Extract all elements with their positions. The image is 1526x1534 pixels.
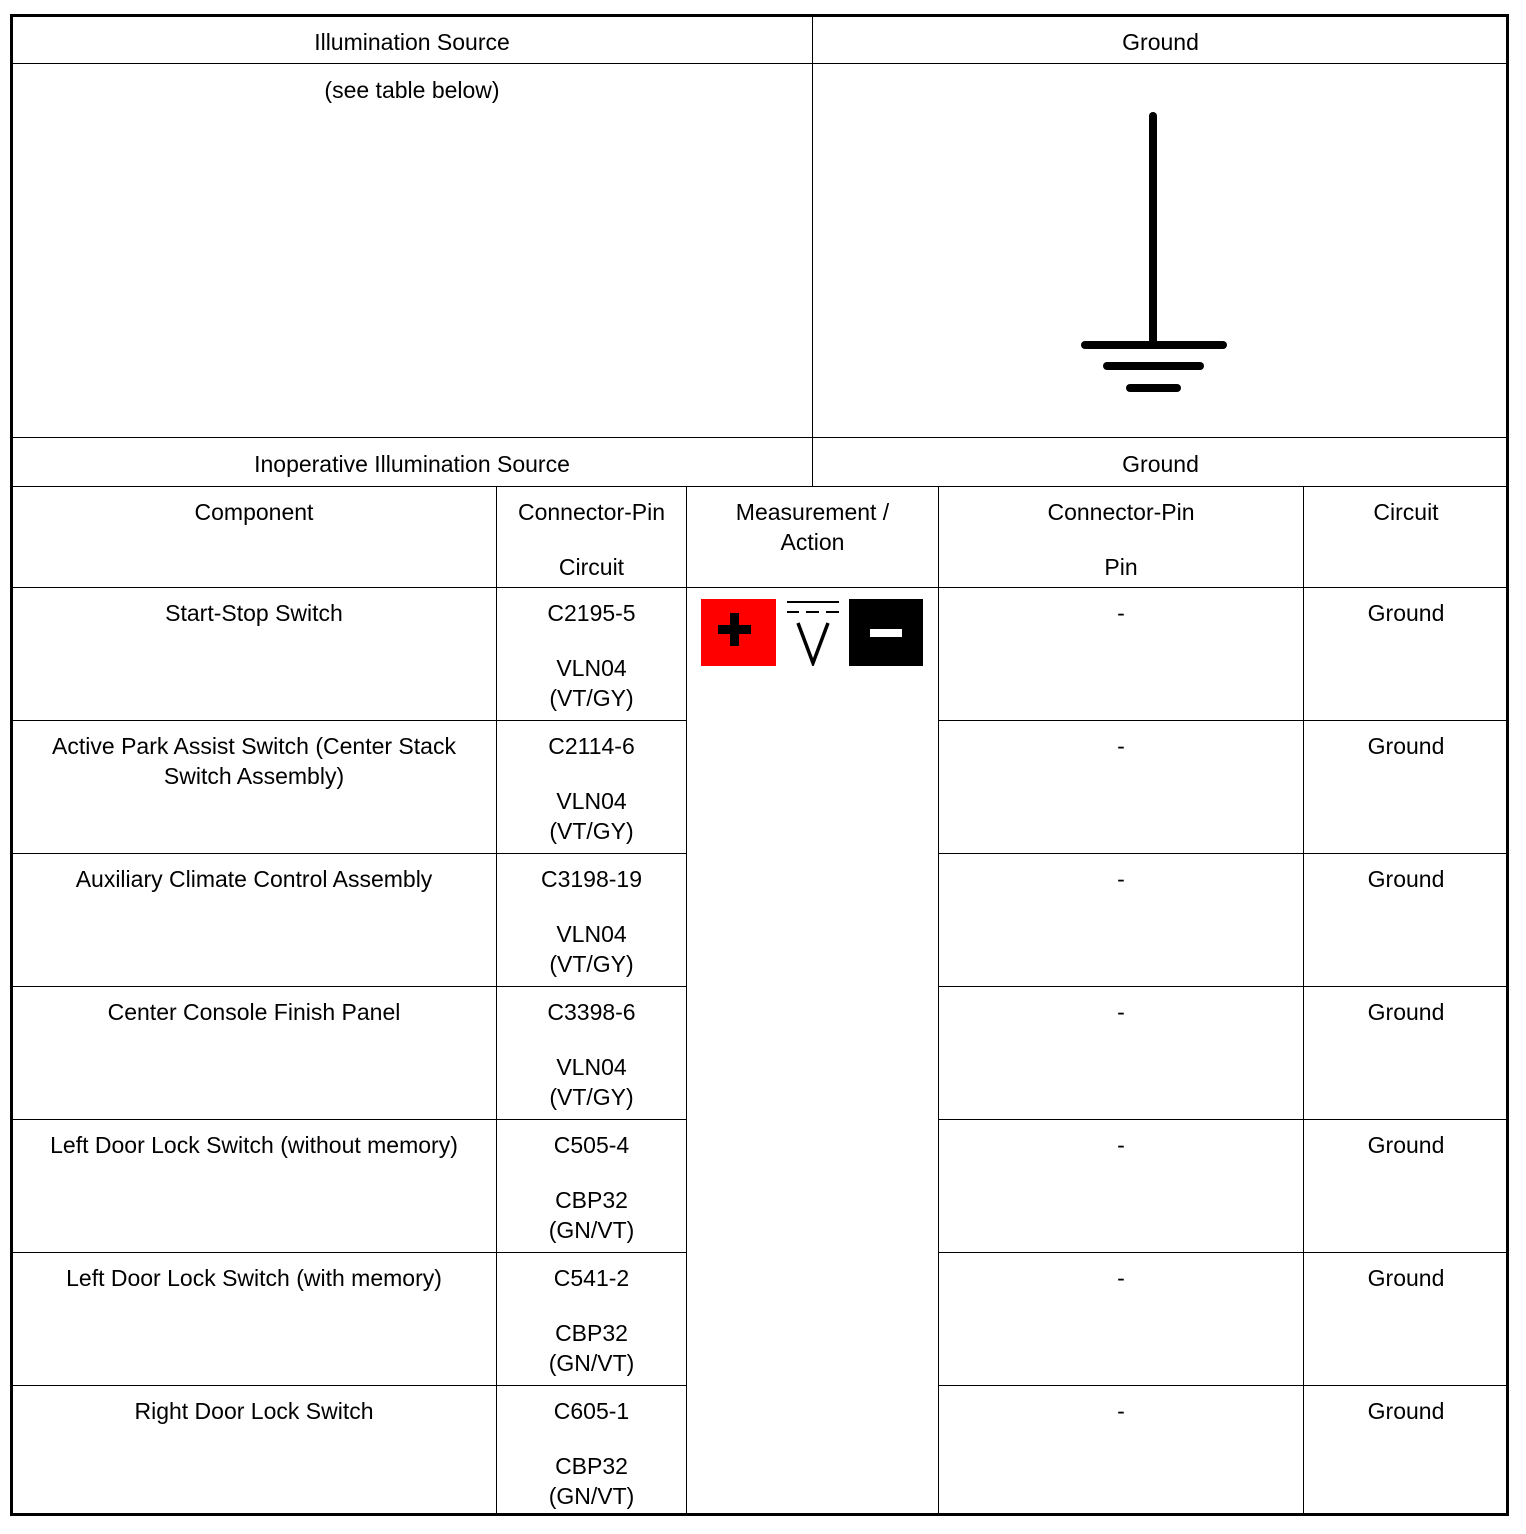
divider [12, 437, 1509, 438]
component-cell [12, 721, 496, 854]
pin-cell: - [1117, 600, 1125, 626]
divider [496, 487, 497, 1515]
pin-cell: - [1117, 1265, 1125, 1291]
column-header-component [12, 487, 496, 587]
component-name: Active Park Assist Switch (Center Stack [52, 733, 456, 759]
connector-pin: C3398-6 [547, 999, 636, 1025]
divider [12, 587, 1509, 588]
pin-cell: - [1117, 999, 1125, 1025]
component-cell [12, 588, 496, 721]
wire-color: (GN/VT) [548, 1350, 635, 1376]
circuit-ground-cell: Ground [1367, 733, 1445, 759]
connector-circuit-cell [497, 1253, 686, 1386]
circuit-ground-cell: Ground [1367, 1398, 1445, 1424]
component-cell [12, 1386, 496, 1519]
component-cell [12, 1253, 496, 1386]
column-header-connector-pin-right [939, 487, 1303, 587]
component-name: Left Door Lock Switch (with memory) [66, 1265, 442, 1291]
connector-pin: C3198-19 [540, 866, 643, 892]
connector-pin: C605-1 [553, 1398, 630, 1424]
column-header-component-label: Component [194, 499, 314, 525]
component-cell [12, 854, 496, 987]
circuit-code: VLN04 [556, 921, 627, 947]
connector-circuit-cell [497, 987, 686, 1120]
connector-circuit-cell [497, 721, 686, 854]
wire-color: (VT/GY) [549, 951, 634, 977]
divider [12, 486, 1509, 487]
column-header-measurement [687, 487, 938, 587]
wire-color: (GN/VT) [548, 1217, 635, 1243]
connector-pin: C541-2 [553, 1265, 630, 1291]
circuit-code: VLN04 [556, 788, 627, 814]
circuit-code: VLN04 [556, 1054, 627, 1080]
circuit-ground-cell: Ground [1367, 1132, 1445, 1158]
negative-terminal-icon [849, 599, 923, 666]
column-header-connector-pin [497, 487, 686, 587]
ground-symbol-icon [1080, 112, 1228, 397]
dc-voltage-icon [783, 599, 843, 666]
circuit-code: CBP32 [555, 1320, 628, 1346]
column-header-circuit-label: Circuit [558, 554, 625, 580]
circuit-ground-cell: Ground [1367, 1265, 1445, 1291]
component-cell [12, 1120, 496, 1253]
component-cell [12, 987, 496, 1120]
column-header-connector-pin-label: Connector-Pin [517, 499, 666, 525]
divider [1303, 487, 1304, 1515]
column-header-pin-label: Pin [1104, 554, 1138, 580]
see-table-note: (see table below) [324, 77, 500, 103]
connector-pin: C505-4 [553, 1132, 630, 1158]
divider [686, 487, 687, 1515]
connector-pin: C2114-6 [548, 733, 635, 759]
circuit-code: CBP32 [555, 1187, 628, 1213]
pin-cell: - [1117, 733, 1125, 759]
component-name: Auxiliary Climate Control Assembly [75, 866, 433, 892]
positive-terminal-icon [701, 599, 776, 666]
connector-circuit-cell [497, 1386, 686, 1519]
pin-cell: - [1117, 866, 1125, 892]
column-header-measurement-line2: Action [780, 529, 845, 555]
circuit-ground-cell: Ground [1367, 999, 1445, 1025]
circuit-code: CBP32 [555, 1453, 628, 1479]
meter-icons [701, 599, 923, 667]
component-name: Center Console Finish Panel [107, 999, 401, 1025]
component-name: Left Door Lock Switch (without memory) [50, 1132, 458, 1158]
wire-color: (VT/GY) [549, 818, 634, 844]
ground-subheader: Ground [1122, 451, 1199, 477]
column-header-circuit-right-label: Circuit [1373, 499, 1439, 525]
component-name: Right Door Lock Switch [134, 1398, 374, 1424]
circuit-code: VLN04 [556, 655, 627, 681]
divider [812, 16, 813, 487]
inoperative-illumination-header: Inoperative Illumination Source [254, 451, 570, 477]
column-header-connector-pin-right-label: Connector-Pin [1047, 499, 1195, 525]
pin-cell: - [1117, 1132, 1125, 1158]
component-name: Switch Assembly) [163, 763, 345, 789]
connector-pin: C2195-5 [547, 600, 636, 626]
illumination-source-header: Illumination Source [314, 29, 510, 55]
circuit-ground-cell: Ground [1367, 600, 1445, 626]
connector-circuit-cell [497, 854, 686, 987]
connector-circuit-cell [497, 588, 686, 721]
ground-header: Ground [1122, 29, 1199, 55]
wire-color: (VT/GY) [549, 1084, 634, 1110]
wire-color: (VT/GY) [549, 685, 634, 711]
column-header-measurement-line1: Measurement / [735, 499, 890, 525]
circuit-ground-cell: Ground [1367, 866, 1445, 892]
component-name: Start-Stop Switch [165, 600, 343, 626]
column-header-circuit-right [1304, 487, 1508, 587]
divider [12, 63, 1509, 64]
wire-color: (GN/VT) [548, 1483, 635, 1509]
pin-cell: - [1117, 1398, 1125, 1424]
divider [938, 487, 939, 1515]
connector-circuit-cell [497, 1120, 686, 1253]
